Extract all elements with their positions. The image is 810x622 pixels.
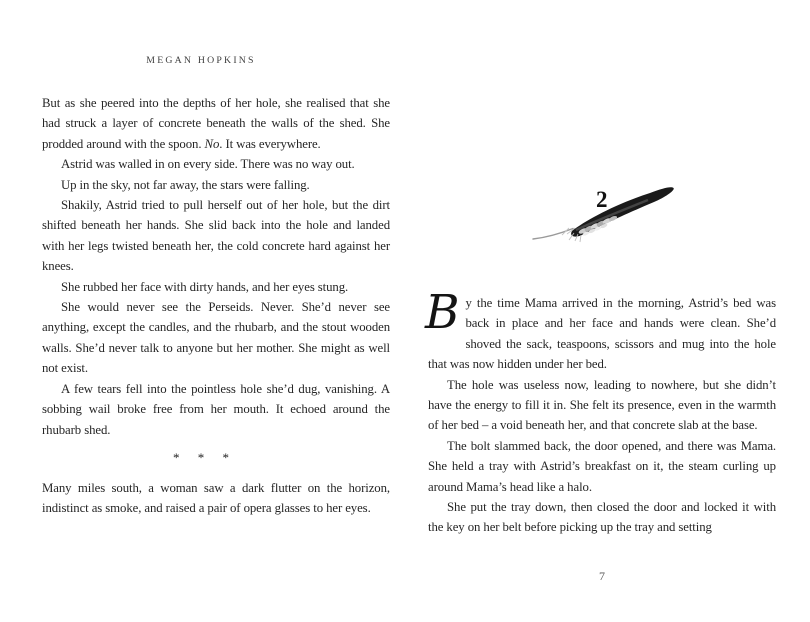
paragraph: She put the tray down, then closed the door and locked it with the key on her belt before picking up the tray and setting bbox=[428, 500, 776, 535]
left-page-text bbox=[42, 93, 390, 519]
paragraph: She rubbed her face with dirty hands, and her eyes stung. bbox=[61, 279, 349, 294]
paragraph: Many miles south, a woman saw a dark flutter on the horizon, indistinct as smoke, and raised a pair of opera glasses to her eyes. bbox=[42, 480, 390, 516]
running-header: MEGAN HOPKINS bbox=[146, 55, 256, 66]
paragraph: Shakily, Astrid tried to pull herself out of her hole, but the dirt shifted beneath her hands. She slid back into the hole and landed with her legs twisted beneath her, the cold concrete hard against her knees. bbox=[42, 198, 390, 274]
paragraph: The bolt slammed back, the door opened, and there was Mama. She held a tray with Astrid’s breakfast on it, the steam curling up around Mama’s head like a halo. bbox=[428, 438, 776, 494]
paragraph: She would never see the Perseids. Never. She’d never see anything, except the candles, and the rhubarb, and the stout wooden walls. She’d never talk to anyone but her mother. She might as well not exist. bbox=[42, 300, 390, 376]
page-number: 7 bbox=[599, 569, 605, 583]
italic-word: No bbox=[204, 136, 220, 151]
scene-break-asterisks: * * * bbox=[173, 449, 229, 465]
paragraph bbox=[425, 285, 776, 375]
chapter-number: 2 bbox=[596, 187, 608, 212]
paragraph-text: y the time Mama arrived in the morning, Astrid’s bed was back in place and her face and hands were clean. She’d shoved the sack, teaspoons, scissors and mug into the hole that was now hidden under her bed. bbox=[428, 296, 776, 372]
right-page-text bbox=[425, 285, 776, 538]
paragraph: The hole was useless now, leading to nowhere, but she didn’t have the energy to fill it in. She felt its presence, even in the warmth of her bed – a void beneath her, and that concrete slab at the base. bbox=[428, 377, 776, 433]
paragraph-text: . It was everywhere. bbox=[219, 136, 321, 151]
paragraph: A few tears fell into the pointless hole she’d dug, vanishing. A sobbing wail broke free from her mouth. It echoed around the rhubarb shed. bbox=[42, 381, 390, 437]
left-page bbox=[42, 0, 390, 622]
paragraph: Up in the sky, not far away, the stars were falling. bbox=[61, 177, 310, 192]
right-page bbox=[425, 0, 776, 622]
drop-cap: B bbox=[425, 285, 460, 340]
paragraph: Astrid was walled in on every side. There was no way out. bbox=[61, 157, 355, 172]
paragraph-text: But as she peered into the depths of her hole, she realised that she had struck a layer of concrete beneath the walls of the shed. She prodded around with the spoon. bbox=[42, 96, 390, 151]
paragraph bbox=[42, 93, 390, 154]
